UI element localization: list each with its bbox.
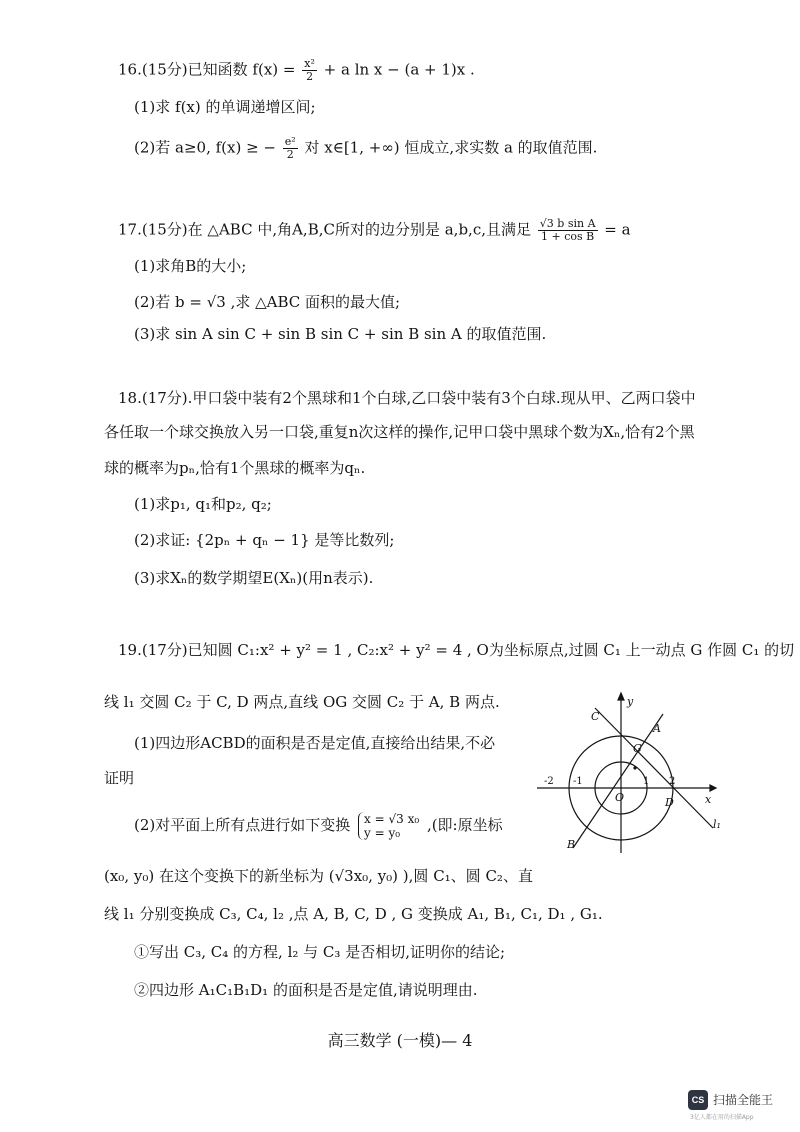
label-o: O [615, 791, 625, 804]
q19-sub2: ②四边形 A₁C₁B₁D₁ 的面积是否是定值,请说明理由. [134, 981, 478, 999]
q19-part2-line3: 线 l₁ 分别变换成 C₃, C₄, l₂ ,点 A, B, C, D , G 变换成 A₁, B₁, C₁, D₁ , G₁. [104, 905, 603, 923]
page-footer: 高三数学 (一模)— 4 [327, 1031, 473, 1050]
y-axis-arrow [618, 693, 624, 700]
q16-fraction: $\frac{\text{x²}}{2}$ [304, 57, 315, 83]
label-d: D [665, 796, 674, 809]
q18-part1: (1)求p₁, q₁和p₂, q₂; [134, 495, 272, 513]
tick-1: 1 [643, 776, 650, 787]
x-axis-arrow [710, 785, 716, 791]
q19-part2-line1: (2)对平面上所有点进行如下变换 x = √3 x₀ y = y₀ ,(即:原坐标 [134, 812, 503, 840]
q16-part2: (2)若 a≥0, f(x) ≥ − $\frac{\text{e²}}{2}$ 对 x∈[1, +∞) 恒成立,求实数 a 的取值范围. [134, 135, 598, 161]
q18-stem-line2: 各任取一个球交换放入另一口袋,重复n次这样的操作,记甲口袋中黑球个数为Xₙ,恰有2个黑 [104, 423, 695, 441]
label-c: C [591, 710, 600, 723]
q16-stem-start: 16.(15分)已知函数 f(x) = [118, 60, 296, 79]
q18-stem-line1: 18.(17分).甲口袋中装有2个黑球和1个白球,乙口袋中装有3个白球.现从甲、乙两口袋中 [118, 389, 696, 407]
q19-part1-line1: (1)四边形ACBD的面积是否是定值,直接给出结果,不必 [134, 734, 496, 752]
q19-sub1: ①写出 C₃, C₄ 的方程, l₂ 与 C₃ 是否相切,证明你的结论; [134, 943, 506, 961]
point-g [633, 766, 636, 769]
scanner-watermark [688, 1088, 796, 1124]
tick-minus-1: -1 [573, 776, 583, 787]
q19-transform-system: x = √3 x₀ y = y₀ [358, 812, 419, 840]
q17-stem: 17.(15分)在 △ABC 中,角A,B,C所对的边分别是 a,b,c,且满足 $\frac{\text{√3 b sin A}}{\text{1 + cos B}}$ = a [118, 217, 631, 243]
label-b: B [567, 838, 576, 851]
tick-minus-2: -2 [544, 776, 554, 787]
scanner-logo-icon: CS [688, 1090, 708, 1110]
label-a: A [653, 722, 661, 735]
q16-stem [118, 58, 475, 83]
q19-part2-line2: (x₀, y₀) 在这个变换下的新坐标为 (√3x₀, y₀) ),圆 C₁、圆 C₂、直 [104, 867, 533, 885]
q16-part2-fraction: $\frac{\text{e²}}{2}$ [284, 135, 296, 161]
label-x: x [705, 793, 712, 806]
scanner-tagline: 3亿人都在用的扫描App [690, 1114, 754, 1121]
label-g: G [633, 742, 642, 755]
q17-part1: (1)求角B的大小; [134, 257, 247, 275]
tick-2: 2 [669, 776, 676, 787]
q19-stem-line2: 线 l₁ 交圆 C₂ 于 C, D 两点,直线 OG 交圆 C₂ 于 A, B 两点. [104, 693, 500, 711]
q16-part1: (1)求 f(x) 的单调递增区间; [134, 98, 316, 116]
q19-stem-line1: 19.(17分)已知圆 C₁:x² + y² = 1 , C₂:x² + y² = 4 , O为坐标原点,过圆 C₁ 上一动点 G 作圆 C₁ 的切 [118, 641, 795, 659]
label-y: y [627, 695, 634, 708]
q18-part3: (3)求Xₙ的数学期望E(Xₙ)(用n表示). [134, 569, 374, 587]
q17-part2: (2)若 b = √3 ,求 △ABC 面积的最大值; [134, 293, 401, 311]
q18-stem-line3: 球的概率为pₙ,恰有1个黑球的概率为qₙ. [104, 459, 366, 477]
q17-fraction: $\frac{\text{√3 b sin A}}{\text{1 + cos B}}$ [539, 217, 596, 243]
line-ab [573, 714, 663, 848]
q19-geometry-figure [535, 688, 725, 860]
q17-part3: (3)求 sin A sin C + sin B sin C + sin B sin A 的取值范围. [134, 325, 547, 343]
q19-part1-line2: 证明 [104, 769, 135, 787]
scanner-app-name: 扫描全能王 [713, 1093, 774, 1107]
label-l1: l₁ [713, 818, 721, 831]
q16-stem-end: + a ln x − (a + 1)x . [323, 60, 475, 79]
q18-part2: (2)求证: {2pₙ + qₙ − 1} 是等比数列; [134, 531, 395, 549]
